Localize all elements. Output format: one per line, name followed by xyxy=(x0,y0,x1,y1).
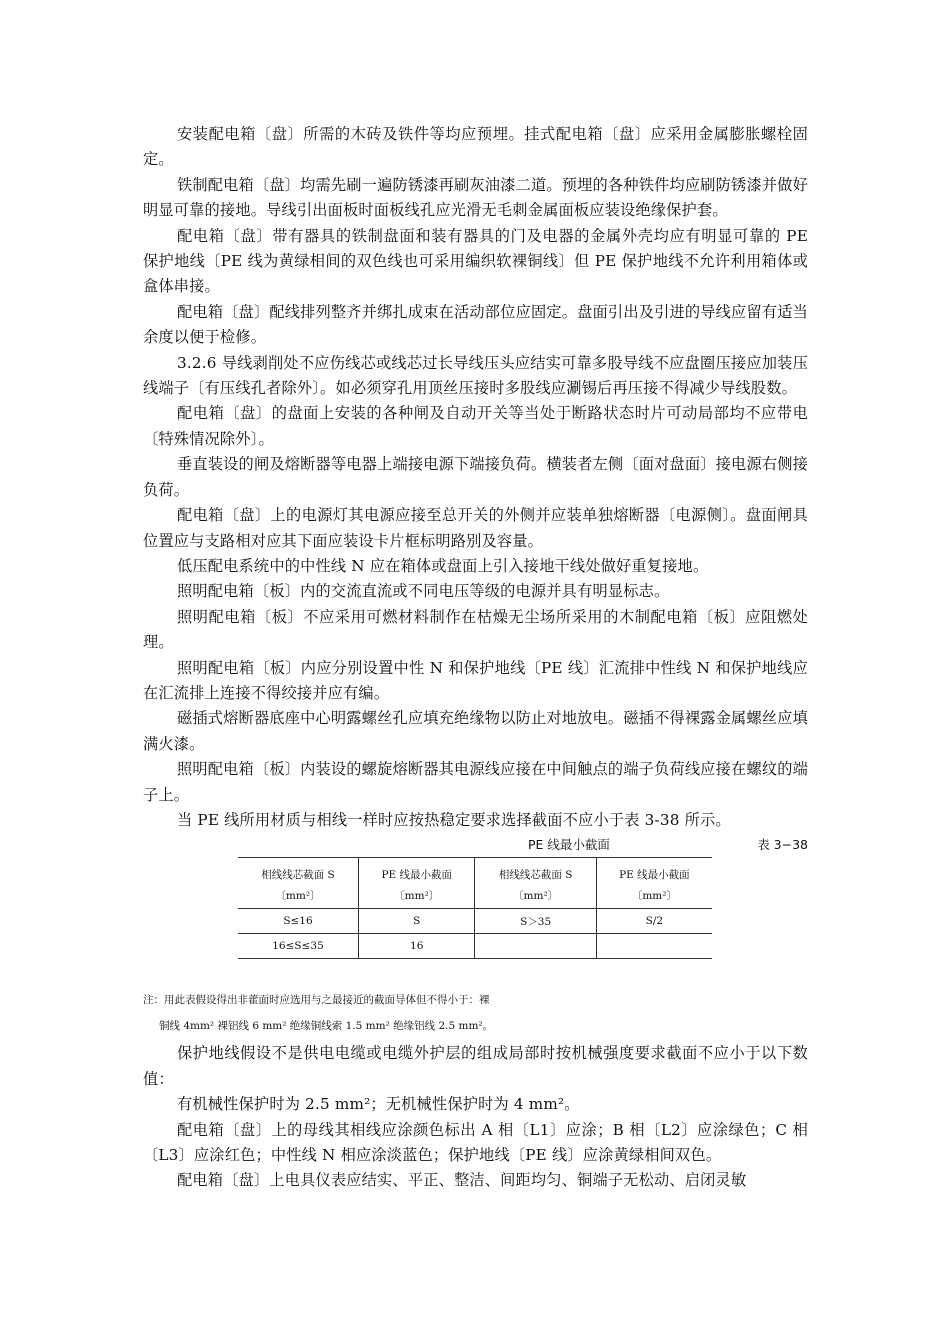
table-header: PE 线最小截面 xyxy=(358,858,475,883)
paragraph: 照明配电箱〔板〕内的交流直流或不同电压等级的电源并具有明显标志。 xyxy=(177,582,670,601)
document-page xyxy=(143,122,808,1194)
paragraph: 保护地线假设不是供电电缆或电缆外护层的组成局部时按机械强度要求截面不应小于以下数值： xyxy=(143,1044,808,1088)
table-caption: PE 线最小截面 xyxy=(528,837,610,853)
paragraph: 当 PE 线所用材质与相线一样时应按热稳定要求选择截面不应小于表 3-38 所示。 xyxy=(177,810,731,829)
table-cell: S＞35 xyxy=(475,909,596,934)
table-cell: S≤16 xyxy=(238,909,358,934)
table-row xyxy=(238,934,712,959)
paragraph: 配电箱〔盘〕上电具仪表应结实、平正、整洁、间距均匀、铜端子无松动、启闭灵敏 xyxy=(177,1171,747,1190)
paragraph: 3.2.6 导线剥削处不应伤线芯或线芯过长导线压头应结实可靠多股导线不应盘圈压接应加装压线端子〔有压线孔者除外〕。如必须穿孔用顶丝压接时多股线应涮锡后再压接不得减少导线股数。 xyxy=(143,353,808,398)
paragraph: 照明配电箱〔板〕不应采用可燃材料制作在枯燥无尘场所采用的木制配电箱〔板〕应阻燃处理。 xyxy=(143,607,808,652)
table-cell: S xyxy=(358,909,475,934)
paragraph: 有机械性保护时为 2.5 mm²；无机械性保护时为 4 mm²。 xyxy=(177,1095,580,1114)
table-cell: 16 xyxy=(358,934,475,959)
paragraph: 低压配电系统中的中性线 N 应在箱体或盘面上引入接地干线处做好重复接地。 xyxy=(177,556,709,575)
table-header-unit: 〔mm²〕 xyxy=(475,882,596,909)
table-number: 表 3−38 xyxy=(757,837,808,853)
paragraph: 配电箱〔盘〕配线排列整齐并绑扎成束在活动部位应固定。盘面引出及引进的导线应留有适当余度以便于检修。 xyxy=(143,302,808,347)
table-header-unit: 〔mm²〕 xyxy=(596,882,712,909)
paragraph: 安装配电箱〔盘〕所需的木砖及铁件等均应预埋。挂式配电箱〔盘〕应采用金属膨胀螺栓固定。 xyxy=(143,125,808,169)
paragraph: 配电箱〔盘〕上的电源灯其电源应接至总开关的外侧并应装单独熔断器〔电源侧〕。盘面闸具位置应与支路相对应其下面应装设卡片框标明路别及容量。 xyxy=(143,506,808,550)
pe-min-section-table xyxy=(238,857,712,959)
table-cell: 16≤S≤35 xyxy=(238,934,358,959)
table-cell xyxy=(596,934,712,959)
paragraph: 照明配电箱〔板〕内应分别设置中性 N 和保护地线〔PE 线〕汇流排中性线 N 和保护地线应在汇流排上连接不得绞接并应有编。 xyxy=(143,658,808,702)
table-cell: S/2 xyxy=(596,909,712,934)
table-note: 注：用此表假设得出非藿面时应选用与之最接近的截面导体但不得小于：裸 xyxy=(143,994,490,1007)
paragraph: 配电箱〔盘〕上的母线其相线应涂颜色标出 A 相〔L1〕应涂；B 相〔L2〕应涂绿色；C 相〔L3〕应涂红色；中性线 N 相应涂淡蓝色；保护地线〔PE 线〕应涂黄绿相间双色。 xyxy=(143,1120,808,1164)
table-header: 相线线芯截面 S xyxy=(238,858,358,883)
paragraph: 垂直装设的闸及熔断器等电器上端接电源下端接负荷。横装者左侧〔面对盘面〕接电源右侧接负荷。 xyxy=(143,455,808,499)
table-header: 相线线芯截面 S xyxy=(475,858,596,883)
paragraph: 照明配电箱〔板〕内装设的螺旋熔断器其电源线应接在中间触点的端子负荷线应接在螺纹的端子上。 xyxy=(143,760,808,804)
table-row xyxy=(238,909,712,934)
paragraph: 铁制配电箱〔盘〕均需先刷一遍防锈漆再刷灰油漆二道。预埋的各种铁件均应刷防锈漆并做好明显可靠的接地。导线引出面板时面板线孔应光滑无毛刺金属面板应装设绝缘保护套。 xyxy=(143,175,808,220)
table-header-unit: 〔mm²〕 xyxy=(238,882,358,909)
table-header-unit: 〔mm²〕 xyxy=(358,882,475,909)
table-header: PE 线最小截面 xyxy=(596,858,712,883)
paragraph: 配电箱〔盘〕带有器具的铁制盘面和装有器具的门及电器的金属外壳均应有明显可靠的 PE 保护地线〔PE 线为黄绿相间的双色线也可采用编织软裸铜线〕但 PE 保护地线不允许利用箱体或盒体串接。 xyxy=(143,226,808,296)
table-note-continued: 铜线 4mm² 裸铝线 6 mm² 绝缘铜线索 1.5 mm² 绝缘铝线 2.5 mm²。 xyxy=(159,1020,494,1033)
pe-table-block xyxy=(143,835,808,985)
paragraph: 磁插式熔断器底座中心明露螺丝孔应填充绝缘物以防止对地放电。磁插不得裸露金属螺丝应填满火漆。 xyxy=(143,709,808,753)
paragraph: 配电箱〔盘〕的盘面上安装的各种闸及自动开关等当处于断路状态时片可动局部均不应带电〔特殊情况除外〕。 xyxy=(143,404,808,448)
table-cell xyxy=(475,934,596,959)
